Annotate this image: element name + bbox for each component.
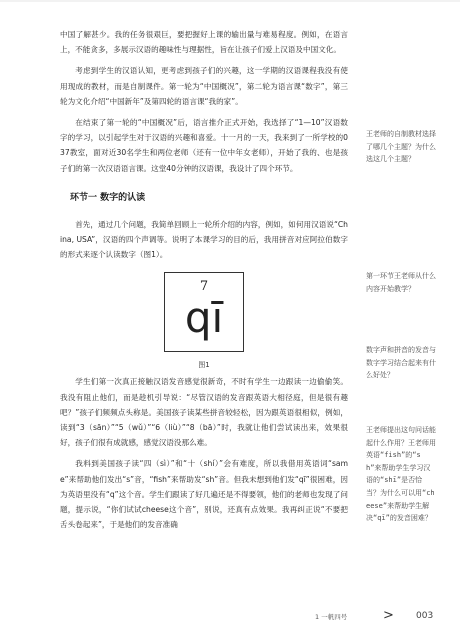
next-arrow-icon: >: [383, 608, 394, 623]
paragraph-curriculum: 考虑到学生的汉语认知，更考虑到孩子们的兴趣，这一学期的汉语课程我没有使用现成的教材，而是自制课件。第一轮为“中国概况”，第二轮为语言课“数字”，第三轮为文化介绍“中国新年”及第四轮的语言课“我的家”。: [60, 66, 348, 106]
page-number: 003: [416, 611, 434, 621]
paragraph-pronunciation: 学生们第一次真正接触汉语发音感觉很新奇，不时有学生一边跟读一边偷偷笑。我没有阻止他们，而是趁机引导说：“尽管汉语的发音跟英语大相径庭，但是很有趣吧？”孩子们频频点头称是。美国孩子读某些拼音较轻松，因为跟英语很相似，例如，读到“3（sān）”“5（wǔ）”“6（liù）”“8（bā）”时，我就让他们尝试读出来，效果很好，孩子们很有成就感，感觉汉语没那么难。: [60, 377, 348, 448]
paragraph-difficult-sounds: 我料到美国孩子读“四（sì）”和“十（shí）”会有难度，所以我借用英语词“same”来帮助他们发出“s”音，“fish”来帮助发“sh”音。但我未想到他们发“qī”很困难，因为英语里没有“q”这个音。学生们跟读了好几遍还是不得要领，他们的老师也发现了问题，提示说，“你们试试cheese这个音”，别说，还真有点效果。我再纠正说“不要把舌头卷起来”，于是他们的发音准确: [60, 459, 348, 530]
main-text-column: [60, 27, 348, 532]
sidenote-1: 王老师的自制教材选择了哪几个主题？为什么选这几个主题？: [366, 130, 436, 164]
page-footer: [300, 609, 440, 623]
paragraph-intro-continued: 中国了解甚少。我的任务很艰巨，要把握好上课的输出量与难易程度。例如，在语言上，不能贪多，多展示汉语的趣味性与理据性，旨在让孩子们爱上汉语及中国文化。: [60, 30, 348, 55]
top-edge: [0, 0, 460, 2]
sidenote-4: 王老师提出这句问话能起什么作用？王老师用英语“fish”的“sh”来帮助学生学习汉语的“shī”是否恰当？为什么可以用“cheese”来帮助学生解决“qī”的发音困难？: [366, 426, 436, 523]
sidenote-2: 第一环节王老师从什么内容开始教学？: [366, 272, 436, 293]
figure-pinyin: qī: [184, 293, 224, 343]
sidenote-3: 数字声和拼音的发音与数字学习结合起来有什么好处？: [366, 346, 436, 380]
figure-1: [60, 272, 348, 370]
section-title-text: 环节一 数字的认读: [70, 192, 146, 203]
paragraph-first-lesson: 在结束了第一轮的“中国概况”后，语言推介正式开始，我选择了“1—10”汉语数字的学习，以引起学生对于汉语的兴趣和喜爱。十一月的一天，我来到了一所学校的037教室，面对近30名学生和两位老师（还有一位中年女老师），开始了我的、也是孩子们的第一次汉语语言课。这堂40分钟的汉语课，我设计了四个环节。: [60, 118, 348, 173]
paragraph-review: 首先，通过几个问题，我简单回顾上一轮所介绍的内容，例如，如何用汉语说“China, USA”，汉语的四个声调等。说明了本课学习的目的后，我用拼音对应阿拉伯数字的形式来逐个认读数字（图1）。: [60, 219, 348, 260]
figure-caption: 图1: [198, 361, 210, 370]
section-title: [60, 190, 348, 203]
figure-digit: 7: [199, 279, 209, 295]
number-card: [164, 272, 244, 352]
chapter-label: 1 一帆四号: [315, 613, 348, 621]
